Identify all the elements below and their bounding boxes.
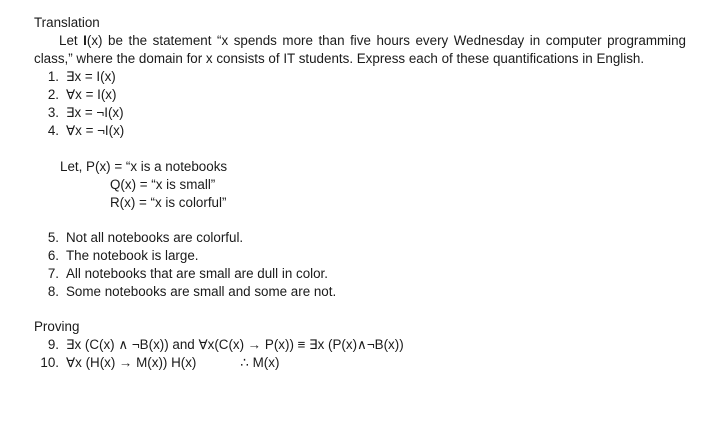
item-number: 10. xyxy=(40,355,59,370)
list-item xyxy=(34,229,686,247)
item-text: ∃x = I(x) xyxy=(66,69,116,84)
item-premise: ∀x (H(x) → M(x)) H(x) xyxy=(66,355,197,370)
list-item xyxy=(34,336,686,354)
predicate-definitions xyxy=(34,158,686,212)
list-item xyxy=(34,86,686,104)
list-item xyxy=(34,68,686,86)
proving-heading: Proving xyxy=(34,319,80,334)
paragraph-body: (x) be the statement “x spends more than five hours every Wednesday in computer programming class,” where the domain for x consists of IT students. Express each of these quantifications in English. xyxy=(34,33,686,66)
definition-r: R(x) = “x is colorful” xyxy=(110,195,227,210)
item-number: 1. xyxy=(47,69,59,84)
item-number: 3. xyxy=(47,105,59,120)
translation-paragraph xyxy=(34,32,686,68)
item-number: 5. xyxy=(47,230,59,245)
paragraph-symbol: I xyxy=(83,33,87,48)
item-number: 4. xyxy=(47,123,59,138)
definition-q: Q(x) = “x is small” xyxy=(110,177,216,192)
list-item xyxy=(34,247,686,265)
item-number: 8. xyxy=(47,284,59,299)
item-text: Some notebooks are small and some are not. xyxy=(66,284,337,299)
item-text: ∀x = ¬I(x) xyxy=(66,123,125,138)
item-text: ∃x = ¬I(x) xyxy=(66,105,124,120)
item-number: 6. xyxy=(47,248,59,263)
paragraph-lead: Let xyxy=(59,33,84,48)
item-text: The notebook is large. xyxy=(66,248,199,263)
list-item xyxy=(34,283,686,301)
item-text: All notebooks that are small are dull in color. xyxy=(66,266,328,281)
list-item xyxy=(34,265,686,283)
statement-list xyxy=(34,229,686,301)
list-item xyxy=(34,122,686,140)
quantification-list xyxy=(34,68,686,140)
item-number: 9. xyxy=(47,337,59,352)
proving-list xyxy=(34,336,686,372)
item-text: Not all notebooks are colorful. xyxy=(66,230,244,245)
item-number: 2. xyxy=(47,87,59,102)
item-text: ∀x = I(x) xyxy=(66,87,117,102)
proving-section xyxy=(34,318,686,372)
definition-p: Let, P(x) = “x is a notebooks xyxy=(60,159,228,174)
spacer xyxy=(196,354,240,372)
list-item xyxy=(34,104,686,122)
item-conclusion: ∴ M(x) xyxy=(240,355,280,370)
document-page xyxy=(34,14,686,372)
translation-heading: Translation xyxy=(34,15,100,30)
item-number: 7. xyxy=(47,266,59,281)
list-item xyxy=(34,354,686,372)
item-text: ∃x (C(x) ∧ ¬B(x)) and ∀x(C(x) → P(x)) ≡ ∃x (P(x)∧¬B(x)) xyxy=(66,337,404,352)
